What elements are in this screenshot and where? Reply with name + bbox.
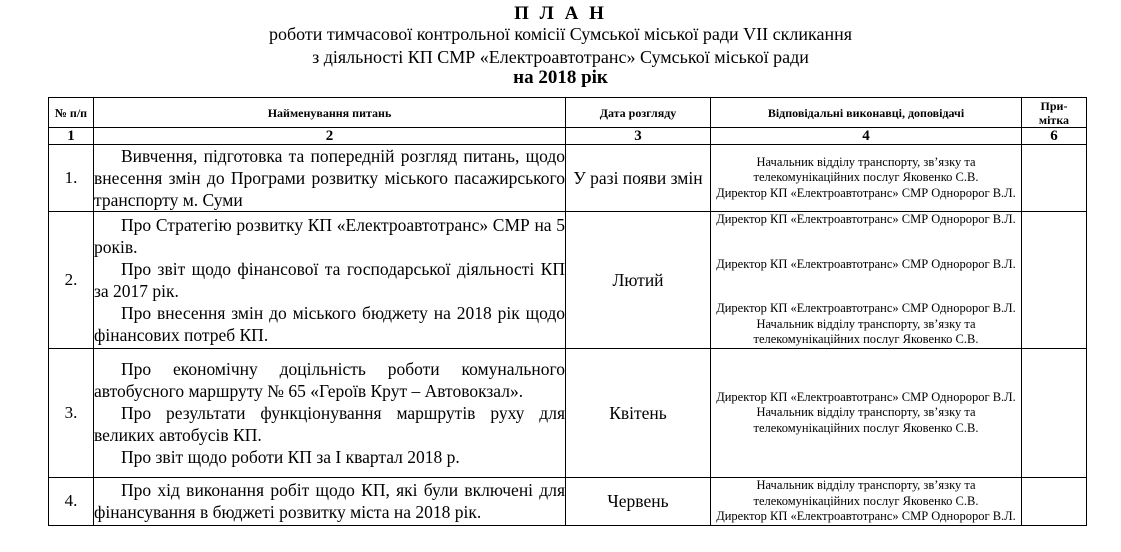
header-note-line2: мітка (1038, 112, 1070, 127)
responsible-person: Начальник відділу транспорту, зв’язку та телекомунікаційних послуг Яковенко С.В. (753, 316, 979, 347)
row-number: 3. (49, 349, 94, 478)
column-number: 2 (94, 128, 566, 145)
header-number: № п/п (49, 98, 94, 128)
spacer (711, 228, 1021, 257)
row-note (1022, 478, 1087, 526)
document-subtitle-line2: з діяльності КП СМР «Електроавтотранс» Сумської міської ради (312, 47, 809, 67)
row-number: 2. (49, 212, 94, 349)
row-topics (94, 145, 566, 212)
header-responsible: Відповідальні виконавці, доповідачі (711, 98, 1022, 128)
responsible-person: Директор КП «Електроавтотранс» СМР Одноророг В.Л. (716, 185, 1016, 200)
topic-item: Про хід виконання робіт щодо КП, які були включені для фінансування в бюджеті розвитку міста на 2018 рік. (94, 480, 565, 523)
topic-item: Про внесення змін до міського бюджету на 2018 рік щодо фінансових потреб КП. (94, 303, 565, 345)
responsible-person: Начальник відділу транспорту, зв’язку та телекомунікаційних послуг Яковенко С.В. (753, 154, 979, 185)
row-responsible (711, 478, 1022, 526)
header-topic: Найменування питань (94, 98, 566, 128)
row-number: 4. (49, 478, 94, 526)
row-note (1022, 212, 1087, 349)
plan-table (48, 97, 1087, 526)
responsible-person: Начальник відділу транспорту, зв’язку та телекомунікаційних послуг Яковенко С.В. (753, 405, 979, 435)
responsible-person: Начальник відділу транспорту, зв’язку та телекомунікаційних послуг Яковенко С.В. (753, 478, 979, 508)
row-number: 1. (49, 145, 94, 212)
column-number: 1 (49, 128, 94, 145)
responsible-person: Директор КП «Електроавтотранс» СМР Одноророг В.Л. (716, 256, 1016, 271)
topic-item: Про звіт щодо роботи КП за І квартал 2018 р. (121, 447, 460, 467)
table-row (49, 478, 1087, 526)
topic-item: Про результати функціонування маршрутів руху для великих автобусів КП. (94, 403, 565, 445)
document-subtitle-line1: роботи тимчасової контрольної комісії Сумської міської ради VII скликання (268, 24, 852, 44)
column-number: 6 (1022, 128, 1087, 145)
spacer (711, 272, 1021, 301)
row-topics (94, 478, 566, 526)
row-topics (94, 349, 566, 478)
row-note (1022, 349, 1087, 478)
responsible-person: Директор КП «Електроавтотранс» СМР Одноророг В.Л. (716, 212, 1016, 227)
row-responsible (711, 212, 1022, 349)
topic-item: Про економічну доцільність роботи комунального автобусного маршруту № 65 «Героїв Крут – Автовокзал». (94, 359, 565, 401)
document-year: на 2018 рік (513, 67, 608, 88)
table-row (49, 145, 1087, 212)
column-number: 3 (566, 128, 711, 145)
column-number: 4 (711, 128, 1022, 145)
row-topics (94, 212, 566, 349)
header-date: Дата розгляду (566, 98, 711, 128)
row-responsible (711, 145, 1022, 212)
table-row (49, 349, 1087, 478)
table-row (49, 212, 1087, 349)
row-responsible (711, 349, 1022, 478)
row-date: Лютий (566, 212, 711, 349)
column-number-row (49, 128, 1087, 145)
document-title: П Л А Н (514, 3, 607, 24)
topic-item: Вивчення, підготовка та попередній розгляд питань, щодо внесення змін до Програми розвитку міського пасажирського транспорту м. Суми (94, 146, 565, 210)
topic-item: Про Стратегію розвитку КП «Електроавтотранс» СМР на 5 років. (94, 215, 565, 257)
header-note-line1: При- (1040, 98, 1068, 113)
responsible-person: Директор КП «Електроавтотранс» СМР Одноророг В.Л. (716, 389, 1016, 404)
row-note (1022, 145, 1087, 212)
row-date: У разі появи змін (566, 145, 711, 212)
responsible-person: Директор КП «Електроавтотранс» СМР Одноророг В.Л. (716, 301, 1016, 316)
responsible-person: Директор КП «Електроавтотранс» СМР Одноророг В.Л. (716, 509, 1016, 523)
table-header-row (49, 98, 1087, 128)
row-date: Квітень (566, 349, 711, 478)
header-note (1022, 98, 1087, 128)
topic-item: Про звіт щодо фінансової та господарської діяльності КП за 2017 рік. (94, 259, 565, 301)
row-date: Червень (566, 478, 711, 526)
